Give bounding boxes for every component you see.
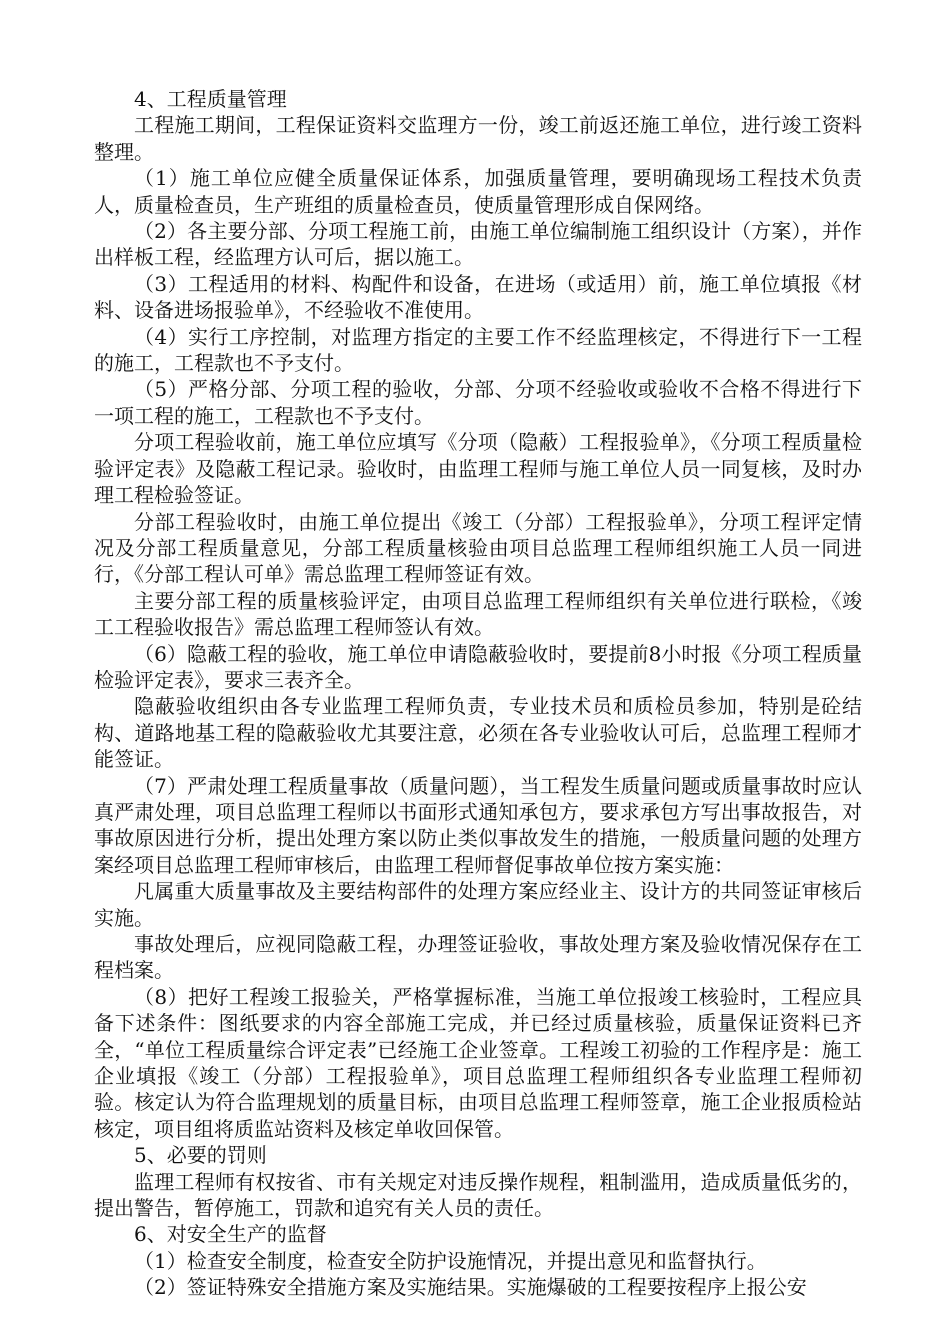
document-page [94, 86, 862, 1301]
paragraph: （4）实行工序控制，对监理方指定的主要工作不经监理核定，不得进行下一工程的施工，工程款也不予支付。 [94, 324, 862, 376]
paragraph: （2）签证特殊安全措施方案及实施结果。实施爆破的工程要按程序上报公安 [134, 1275, 807, 1300]
paragraph: （1）检查安全制度，检查安全防护设施情况，并提出意见和监督执行。 [134, 1248, 767, 1273]
paragraph: （1）施工单位应健全质量保证体系，加强质量管理，要明确现场工程技术负责人，质量检查员，生产班组的质量检查员，使质量管理形成自保网络。 [94, 166, 862, 217]
paragraph: 主要分部工程的质量核验评定，由项目总监理工程师组织有关单位进行联检，《竣工工程验收报告》需总监理工程师签认有效。 [94, 588, 862, 640]
paragraph: 分项工程验收前，施工单位应填写《分项（隐蔽）工程报验单》，《分项工程质量检验评定表》及隐蔽工程记录。验收时，由监理工程师与施工单位人员一同复核，及时办理工程检验签证。 [94, 430, 862, 508]
section-heading-safety: 6、对安全生产的监督 [134, 1222, 327, 1247]
paragraph: 分部工程验收时，由施工单位提出《竣工（分部）工程报验单》，分项工程评定情况及分部工程质量意见，分部工程质量核验由项目总监理工程师组织施工人员一同进行，《分部工程认可单》需总监理工程师签证有效。 [94, 509, 862, 587]
paragraph: （5）严格分部、分项工程的验收，分部、分项不经验收或验收不合格不得进行下一项工程的施工，工程款也不予支付。 [94, 377, 862, 428]
paragraph: 工程施工期间，工程保证资料交监理方一份，竣工前返还施工单位，进行竣工资料整理。 [94, 113, 862, 164]
paragraph: （2）各主要分部、分项工程施工前，由施工单位编制施工组织设计（方案），并作出样板工程，经监理方认可后，据以施工。 [94, 219, 862, 270]
paragraph: 监理工程师有权按省、市有关规定对违反操作规程，粗制滥用，造成质量低劣的，提出警告，暂停施工，罚款和追究有关人员的责任。 [94, 1169, 862, 1221]
paragraph: 凡属重大质量事故及主要结构部件的处理方案应经业主、设计方的共同签证审核后实施。 [94, 879, 862, 930]
paragraph: 事故处理后，应视同隐蔽工程，办理签证验收，事故处理方案及验收情况保存在工程档案。 [94, 932, 862, 983]
paragraph: （7）严肃处理工程质量事故（质量问题），当工程发生质量问题或质量事故时应认真严肃处理，项目总监理工程师以书面形式通知承包方，要求承包方写出事故报告，对事故原因进行分析，提出处理方案以防止类似事故发生的措施，一般质量问题的处理方案经项目总监理工程师审核后，由监理工程师督促事故单位按方案实施： [94, 773, 862, 877]
section-heading-penalties: 5、必要的罚则 [134, 1143, 267, 1168]
paragraph: 隐蔽验收组织由各专业监理工程师负责，专业技术员和质检员参加，特别是砼结构、道路地基工程的隐蔽验收尤其要注意，必须在各专业验收认可后，总监理工程师才能签证。 [94, 694, 862, 772]
paragraph: （3）工程适用的材料、构配件和设备，在进场（或适用）前，施工单位填报《材料、设备进场报验单》，不经验收不准使用。 [94, 271, 862, 323]
section-heading-quality: 4、工程质量管理 [134, 87, 287, 111]
paragraph: （8）把好工程竣工报验关，严格掌握标准，当施工单位报竣工核验时，工程应具备下述条件：图纸要求的内容全部施工完成，并已经过质量核验，质量保证资料已齐全，“单位工程质量综合评定表”已经施工企业签章。工程竣工初验的工作程序是：施工企业填报《竣工（分部）工程报验单》，项目总监理工程师组织各专业监理工程师初验。核定认为符合监理规划的质量目标，由项目总监理工程师签章，施工企业报质检站核定，项目组将质监站资料及核定单收回保管。 [94, 984, 862, 1141]
paragraph: （6）隐蔽工程的验收，施工单位申请隐蔽验收时，要提前8小时报《分项工程质量检验评定表》，要求三表齐全。 [94, 641, 862, 692]
